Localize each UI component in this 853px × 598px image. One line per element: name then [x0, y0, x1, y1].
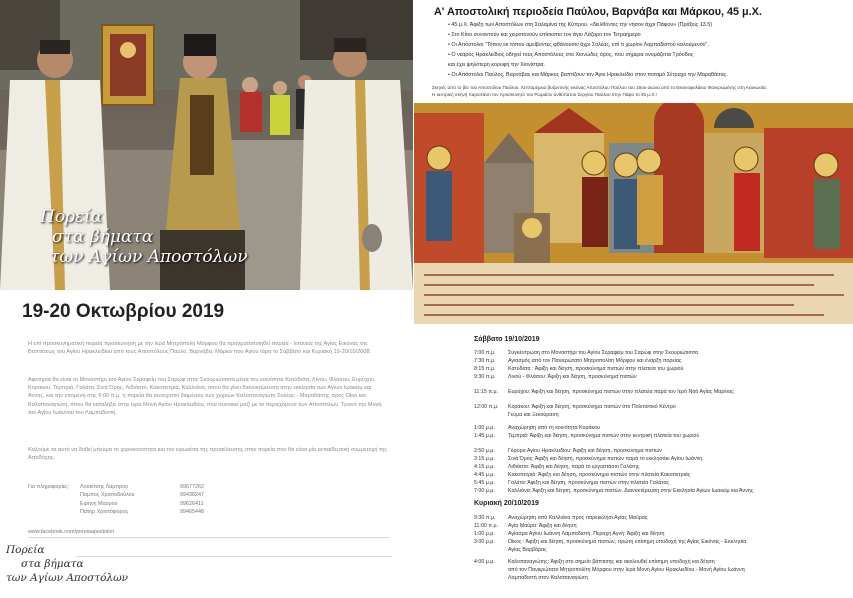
event-description: Οίκος : Άφιξη και δέηση, προσκύνημα πιστών, πρώτη επίσημη υποδοχή της Αγίας Εικόνας - Εκκλησία — [508, 539, 747, 545]
event-description: Καλλιάνα: Άφιξη και δέηση, προσκύνημα πιστών. Διανυκτέρευση στην Εκκλησία Αγίων Ιωακείμ και Άννης — [508, 488, 754, 494]
journey-title: Α' Αποστολική περιοδεία Παύλου, Βαρνάβα και Μάρκου, 45 μ.Χ. — [434, 6, 762, 18]
route-paragraph: Αφετηρία θα είναι το Μοναστήρι του Αγίου Σεραφείμ του Σαρώφ στην Σκουριώτισσα μέσα του κοινότητα Κατύδατα, Λίνου, Φλάσου, Ευρύχου, Κορακου, Τεμπριά, Γαλάτα, Σινά Όρος, Λιθιάστο, Κακοπετριά, Καλλιάνα, όπου θα γίνει διανυκτέρευση στην εκκλησία των Αγίων Ιωακείμ και Άννης, και την επομένη στις 9:00 π.μ. η πορεία θα συνεχιστεί διαμέσου των χωριών Καλοπαναγιώτη Σολέας - Μαραθάσης προς Οίκο και Καλοπαναγιώτη, όπου θα καταλήξει στην Ιερά Μονή Αγίου Ηρακλειδίου, που συνοικεί μαζί με το περιεχόμενο των Αποστόλων. Τρανό την Μονή του Αγίου Ιωάννου του Λαμπαδιστή. — [28, 377, 382, 416]
event-description: Κακοπετριά: Άφιξη και δέηση, προσκύνημα πιστών στην πλατεία Κακοπετριάς — [508, 472, 691, 478]
contact-phone: 99438247 — [180, 492, 204, 499]
event-time: 7:30 π.μ. — [474, 358, 496, 364]
contact-phone: 99677262 — [180, 484, 204, 490]
journey-bullet: • Οι Απόστολοι Παύλος, Βαρνάβας και Μάρκος βαπτίζουν τον Άγιο Ηρακλείδιο στον ποταμό Σέτραχο την Μαραθάσας. — [448, 72, 728, 78]
journey-bullet: • Οι Απόστολοι "Τόπον εκ τόπου αμείβοντες φθάνουσιν άχρι Σολέας, επί τι χωρίον Λαμπαδιστού καλούμενον". — [448, 42, 709, 48]
contact-phone: 99465448 — [180, 508, 204, 515]
contact-name: Ειρήνη Μαύρου — [80, 500, 118, 507]
event-description: Ευρύχου: Άφιξη και δέηση, προσκύνημα πιστών στην πλατεία παρά τον Ιερό Ναό Αγίας Μαρίνας — [508, 389, 734, 395]
byzantine-icon-illustration — [414, 103, 853, 324]
journey-bullet: • Ο νεαρός Ηρακλείδιος οδηγεί τους Αποστόλους στο Χιονώδες όρος, που σήμερα ονομάζεται Τρόοδος — [448, 52, 694, 58]
event-description: Κορακου: Άφιξη και δέηση, προσκύνημα πιστών στο Πολιτιστικό Κέντρο — [508, 404, 676, 410]
event-description: Αγιασμός από τον Πανιερώτατο Μητροπολίτη Μόρφου και έναρξη πορείας — [508, 358, 682, 364]
event-description: Λιθιάστο: Άφιξη και δέηση, παρά το εργοστάσιο Γαλάτης — [508, 464, 640, 470]
event-description: Γέφυρα Αγίου Ηρακλειδίου: Άφιξη και δέηση, προσκύνημα πιστών — [508, 448, 662, 454]
contact-name: Πατήρ Χριστόφορος — [80, 508, 129, 515]
footer-title-line-2: στα βήματα — [21, 558, 84, 570]
photo-title-line-2: στα βήματα — [52, 227, 154, 247]
event-time: 4:45 μ.μ. — [474, 472, 495, 478]
schedule-day-heading: Κυριακή 20/10/2019 — [474, 500, 539, 507]
journey-bullet: και έχει ψηλότερη κορυφή την Χιονίστρα. — [448, 62, 546, 68]
event-time: 3:15 μ.μ. — [474, 456, 495, 462]
event-time: 9:30 π.μ. — [474, 374, 496, 380]
intro-paragraph: Η επί προσκυνηματική πορεία προσκύνηση με την Ιερά Μητρόπολη Μόρφου θα πραγματοποιηθεί πορεία - λιτανεία της Αγίας Εικόνας της Βαπτίσεως του Αγίου Ηρακλειδίου από τους Αποστόλους Παύλο, Βαρνάβα, Μάρκο που Αγίου Ιάρα το Σάββατο και Κυριακή 19-20/10/2008. — [28, 341, 372, 356]
event-description: Αναχώρηση από Καλλιάνα προς παρεκκλήσι Αγίας Μαύρας — [508, 515, 648, 521]
contacts-label: Για πληροφορίες: — [28, 484, 70, 490]
icon-caption: Σκηνές από το βίο του Αποστόλου Παύλου. Λεπτομέρεια βυζαντινής εικόνας Αποστόλου Παύλου του 16ου αιώνα από το Εικονοφυλάκιο Φανερωμένης στη Λευκωσία. — [432, 85, 767, 90]
left-page — [0, 0, 413, 598]
event-description: Τεμπριά: Άφιξη και δέηση, προσκύνημα πιστών στην κεντρική πλατεία του χωριού — [508, 433, 700, 439]
event-time: 8:15 π.μ. — [474, 366, 496, 372]
event-description: Γαλάτα: Άφιξη και δέηση, προσκύνημα πιστών στην πλατεία Γαλάτας — [508, 480, 670, 486]
event-description: Κατύδατα : Άφιξη και δέηση, προσκύνημα πιστών στην πλατεία του χωριού — [508, 366, 684, 372]
event-description: Αγίας Βαρβάρας — [508, 547, 547, 553]
event-time: 1:00 μ.μ. — [474, 425, 495, 431]
divider — [76, 556, 392, 557]
date-heading: 19-20 Οκτωβρίου 2019 — [22, 301, 225, 322]
photo-title-line-1: Πορεία — [40, 207, 103, 227]
photo-title-line-3: των Αγίων Αποστόλων — [50, 247, 248, 267]
event-time: 1:00 μ.μ. — [474, 531, 495, 537]
event-time: 5:45 μ.μ. — [474, 480, 495, 486]
event-description: Αγία Μαύρα: Άφιξη και δέηση — [508, 523, 577, 529]
contact-phone: 99626411 — [180, 500, 204, 507]
event-description: Λινού - Φλάσου: Άφιξη και δέηση, προσκύνημα πιστών — [508, 374, 637, 380]
event-description: Γεύμα και Ξεκούραση — [508, 412, 559, 418]
journey-bullet: • Στο Κίτιο συναντούν και χειροτονούν επίσκοπο τον άγιο Λάζαρο τον Τετραήμερο — [448, 32, 641, 38]
event-time: 11:00 π.μ. — [474, 523, 498, 529]
event-time: 4:15 μ.μ. — [474, 464, 495, 470]
event-description: Συγκέντρωση στο Μοναστήρι του Αγίου Σεραφείμ του Σαρώφ στην Σκουριώτισσα — [508, 350, 698, 356]
event-time: 3:00 μ.μ. — [474, 539, 495, 545]
schedule-day-heading: Σάββατο 19/10/2019 — [474, 336, 540, 343]
event-time: 9:30 π.μ. — [474, 515, 496, 521]
event-description: από τον Πανιερώτατο Μητροπολίτη Μόρφου στην Ιερά Μονή Αγίου Ηρακλειδίου - Μονή Αγίου Ιωάννη — [508, 567, 745, 573]
event-time: 11:15 π.μ. — [474, 389, 498, 395]
right-page — [414, 0, 853, 598]
event-description: Σινά Όρος: Άφιξη και δέηση, προσκύνημα πιστών παρά το εκκλησάκι Αγίου Ιωάννη. — [508, 456, 704, 462]
event-description: Καλοπαναγιώτης: Άφιξη στο σημείο βάπτισης και ακολουθεί επίσημη υποδοχή και δέηση — [508, 559, 715, 565]
event-time: 12:00 π.μ. — [474, 404, 499, 410]
facebook-link[interactable]: www.facebook.com/poreiaapostolon — [28, 529, 115, 535]
journey-bullet: • 45 μ.Χ. Άφιξη των Αποστόλων στη Σαλαμίνα της Κύπρου. «διελθόντες την νήσον άχρι Πάφου» (Πράξεις 13.5) — [448, 22, 713, 28]
event-time: 2:50 μ.μ. — [474, 448, 495, 454]
event-description: Αναχώρηση από τη κοινότητα Κοράκου — [508, 425, 600, 431]
icon-caption: Η κεντρική σκηνή παριστάνει τον προσκυνητό του Ρωμαίου ανθύπατου Σεργίου Παύλου στην Πάφο το 45 μ.Χ.! — [432, 92, 657, 97]
byzantine-icon-image — [414, 103, 853, 324]
event-time: 1:45 μ.μ. — [474, 433, 495, 439]
procession-photo — [0, 0, 413, 290]
footer-title-line-3: των Αγίων Αποστόλων — [6, 572, 129, 584]
contact-name: Λουκίτσης Λαμπρου — [80, 484, 129, 490]
event-time: 4:00 μ.μ. — [474, 559, 495, 565]
footer-title-line-1: Πορεία — [6, 544, 45, 556]
event-description: Αγίασμα Αγίου Ιωάννη Λαμπαδιστή, Περαχή Αγνή: Άφιξη και δέηση — [508, 531, 665, 537]
event-time: 7:00 μ.μ. — [474, 488, 495, 494]
event-description: Λαμπαδιστή στον Καλοπαναγιώτη — [508, 575, 588, 581]
contact-name: Παμπος Χριστοδούλου — [80, 492, 135, 499]
event-time: 7:00 π.μ. — [474, 350, 496, 356]
invitation-paragraph: Καλούμε τα αυτό να δοθεί μήνυμα το χοροκοινότητα και τον ειρωκότα της προσέλευσης στην πορεία που θα είναι μία εκπαιδευτική συμμετοχή της Αποδόχης. — [28, 447, 388, 462]
divider — [28, 537, 390, 538]
